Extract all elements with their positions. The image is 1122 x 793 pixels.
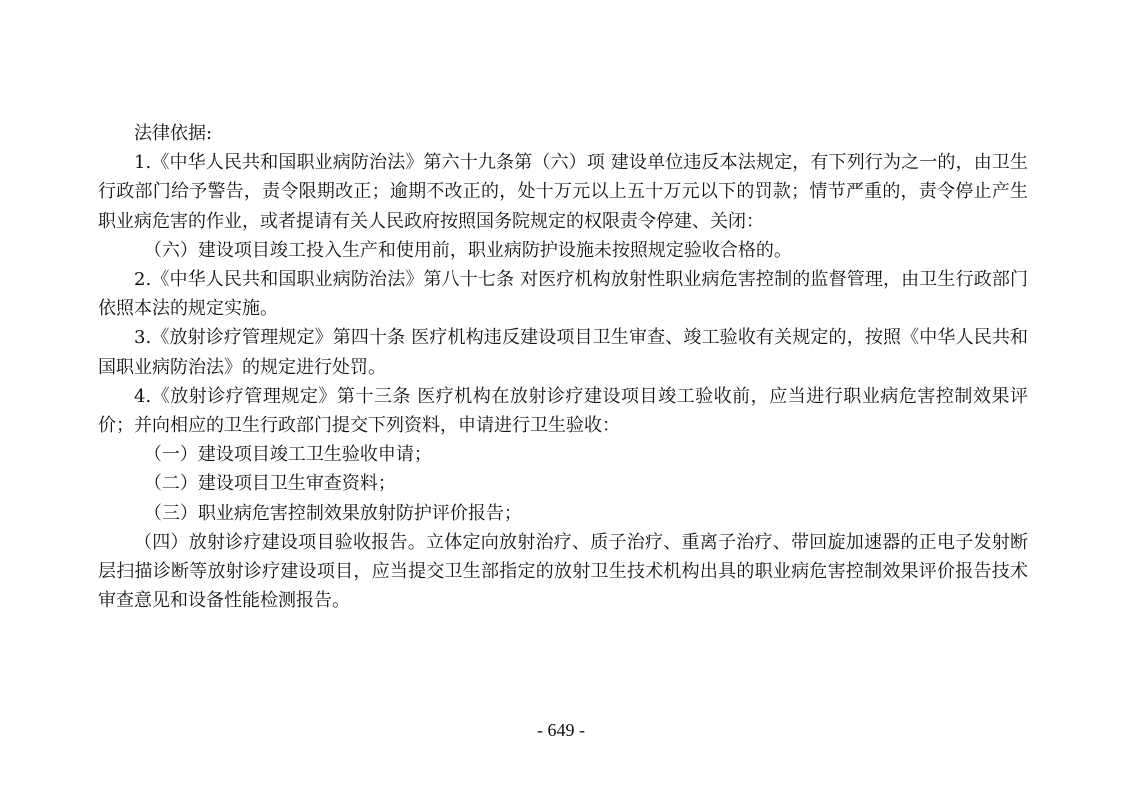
paragraph-item-3: （三）职业病危害控制效果放射防护评价报告；: [143, 502, 522, 524]
paragraph-item-1: （一）建设项目竣工卫生验收申请；: [143, 444, 432, 466]
page-number: - 649 -: [537, 720, 585, 740]
paragraph-article-13: 4.《放射诊疗管理规定》第十三条 医疗机构在放射诊疗建设项目竣工验收前，应当进行职业病危害控制效果评价；并向相应的卫生行政部门提交下列资料，申请进行卫生验收：: [98, 385, 1028, 437]
paragraph-article-40: 3.《放射诊疗管理规定》第四十条 医疗机构违反建设项目卫生审查、竣工验收有关规定的，按照《中华人民共和国职业病防治法》的规定进行处罚。: [98, 327, 1028, 378]
paragraph-item-2: （二）建设项目卫生审查资料；: [143, 473, 396, 495]
document-body: [98, 119, 1028, 615]
paragraph-item-6: （六）建设项目竣工投入生产和使用前，职业病防护设施未按照规定验收合格的。: [143, 239, 792, 261]
legal-basis-heading: 法律依据:: [134, 123, 213, 144]
paragraph-article-69: 1.《中华人民共和国职业病防治法》第六十九条第（六）项 建设单位违反本法规定，有下列行为之一的，由卫生行政部门给予警告，责令限期改正；逾期不改正的，处十万元以上五十万元以下的罚款；情节严重的，责令停止产生职业病危害的作业，或者提请有关人民政府按照国务院规定的权限责令停建、关闭：: [98, 152, 1028, 232]
paragraph-article-87: 2.《中华人民共和国职业病防治法》第八十七条 对医疗机构放射性职业病危害控制的监督管理，由卫生行政部门依照本法的规定实施。: [98, 269, 1028, 320]
paragraph-item-4: （四）放射诊疗建设项目验收报告。立体定向放射治疗、质子治疗、重离子治疗、带回旋加速器的正电子发射断层扫描诊断等放射诊疗建设项目，应当提交卫生部指定的放射卫生技术机构出具的职业病危害控制效果评价报告技术审查意见和设备性能检测报告。: [98, 531, 1028, 612]
